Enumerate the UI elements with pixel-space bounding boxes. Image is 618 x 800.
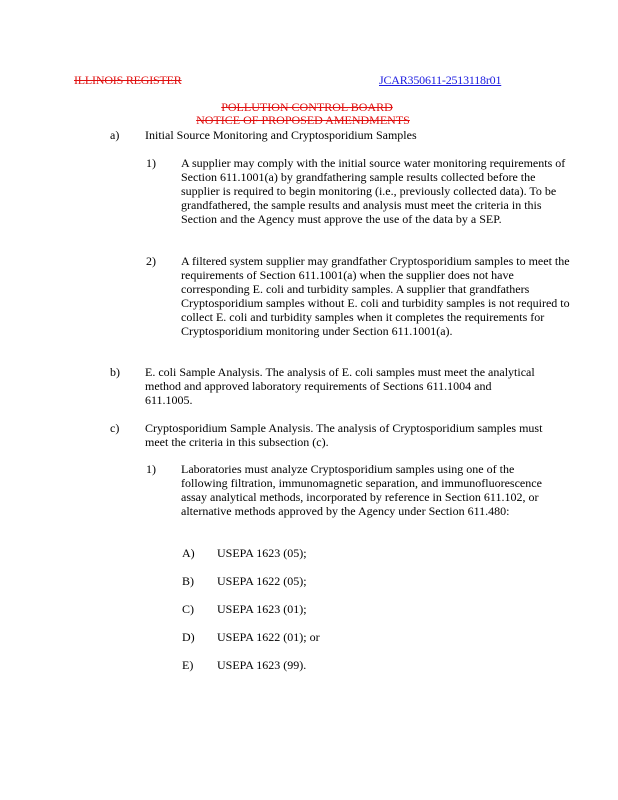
notice-title: NOTICE OF PROPOSED AMENDMENTS	[196, 113, 410, 127]
section-a-title: Initial Source Monitoring and Cryptosporidium Samples	[145, 128, 417, 142]
section-b-marker: b)	[110, 365, 120, 379]
section-a-item1-text: A supplier may comply with the initial source water monitoring requirements of Section 611.1001(a) by grandfathering sample results collected before the supplier is required to begin monitoring (i.e., previously collected data). To be grandfathered, the sample results and analysis must meet the criteria in this Section and the Agency must approve the use of the data by a SEP.	[181, 156, 566, 226]
board-title: POLLUTION CONTROL BOARD	[221, 100, 393, 114]
section-a-item1-marker: 1)	[146, 156, 156, 170]
section-c-item1-text: Laboratories must analyze Cryptosporidium samples using one of the following filtration, immunomagnetic separation, and immunofluorescence assay analytical methods, incorporated by reference in Section 611.102, or alternative methods approved by the Agency under Section 611.480:	[181, 462, 542, 518]
section-c-text: Cryptosporidium Sample Analysis. The analysis of Cryptosporidium samples must meet the criteria in this subsection (c).	[145, 421, 543, 449]
section-c-marker: c)	[110, 421, 120, 435]
method-a-text: USEPA 1623 (05);	[217, 546, 307, 560]
section-a-item2-text: A filtered system supplier may grandfather Cryptosporidium samples to meet the requirements of Section 611.1001(a) when the supplier does not have corresponding E. coli and turbidity samples. A supplier that grandfathers Cryptosporidium samples without E. coli and turbidity samples is not required to collect E. coli and turbidity samples when it completes the requirements for Cryptosporidium monitoring under Section 611.1001(a).	[181, 254, 570, 338]
header-right-link[interactable]: JCAR350611-2513118r01	[379, 73, 502, 87]
method-b-text: USEPA 1622 (05);	[217, 574, 307, 588]
header-left: ILLINOIS REGISTER	[74, 73, 182, 87]
method-d-marker: D)	[182, 630, 195, 644]
method-c-marker: C)	[182, 602, 194, 616]
method-c-text: USEPA 1623 (01);	[217, 602, 307, 616]
method-e-marker: E)	[182, 658, 194, 672]
section-a-marker: a)	[110, 128, 120, 142]
method-b-marker: B)	[182, 574, 194, 588]
section-b-text: E. coli Sample Analysis. The analysis of E. coli samples must meet the analytical method and approved laboratory requirements of Sections 611.1004 and 611.1005.	[145, 365, 535, 407]
method-e-text: USEPA 1623 (99).	[217, 658, 307, 672]
section-c-item1-marker: 1)	[146, 462, 156, 476]
section-a-item2-marker: 2)	[146, 254, 156, 268]
method-d-text: USEPA 1622 (01); or	[217, 630, 320, 644]
method-a-marker: A)	[182, 546, 195, 560]
